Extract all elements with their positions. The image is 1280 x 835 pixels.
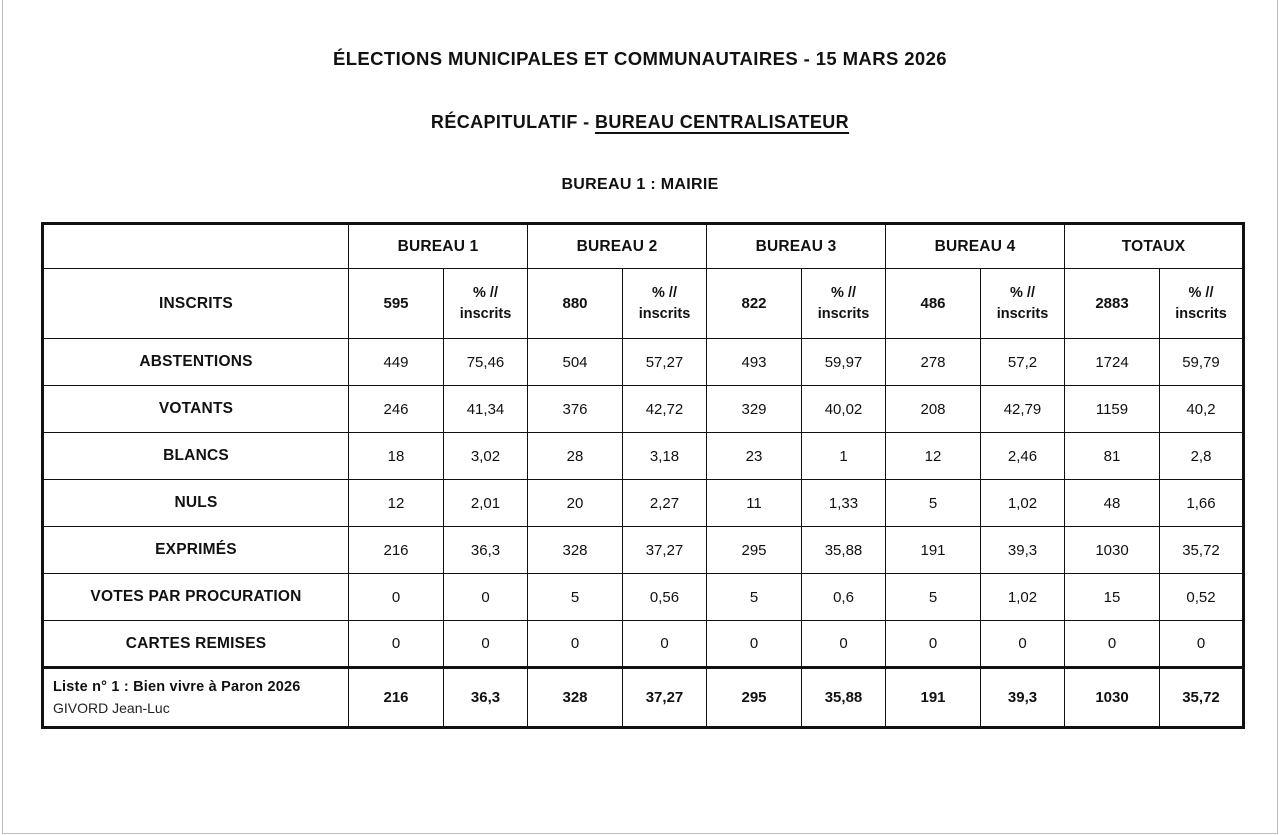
inscrits-row <box>43 269 1244 339</box>
count-cell: 216 <box>349 527 444 574</box>
pct-header-line2: inscrits <box>817 305 870 322</box>
pct-cell: 42,79 <box>981 386 1065 433</box>
count-cell: 295 <box>707 668 802 728</box>
recap-subtitle <box>3 111 1277 133</box>
count-cell: 449 <box>349 339 444 386</box>
table-header-row <box>43 224 1244 269</box>
inscrits-count-bureau4: 486 <box>886 269 981 339</box>
pct-cell: 0 <box>981 621 1065 668</box>
pct-cell: 35,72 <box>1160 527 1244 574</box>
row-label: NULS <box>43 480 349 527</box>
pct-cell: 42,72 <box>623 386 707 433</box>
bureau-1-header: BUREAU 1 <box>349 224 528 269</box>
count-cell: 5 <box>707 574 802 621</box>
pct-cell: 0 <box>1160 621 1244 668</box>
row-label-inscrits: INSCRITS <box>43 269 349 339</box>
pct-cell: 1,33 <box>802 480 886 527</box>
count-cell: 18 <box>349 433 444 480</box>
pct-cell: 2,8 <box>1160 433 1244 480</box>
count-cell: 1724 <box>1065 339 1160 386</box>
count-cell: 0 <box>349 621 444 668</box>
pct-cell: 1,02 <box>981 574 1065 621</box>
count-cell: 5 <box>528 574 623 621</box>
row-label: VOTES PAR PROCURATION <box>43 574 349 621</box>
count-cell: 0 <box>1065 621 1160 668</box>
table-row-votes-par-procuration <box>43 574 1244 621</box>
liste-candidate: GIVORD Jean-Luc <box>53 699 170 716</box>
pct-header-cell-totaux <box>1160 269 1244 339</box>
count-cell: 328 <box>528 668 623 728</box>
table-row-abstentions <box>43 339 1244 386</box>
count-cell: 15 <box>1065 574 1160 621</box>
pct-cell: 0 <box>623 621 707 668</box>
count-cell: 0 <box>528 621 623 668</box>
pct-cell: 1,66 <box>1160 480 1244 527</box>
inscrits-count-bureau3: 822 <box>707 269 802 339</box>
pct-header-cell-bureau1 <box>444 269 528 339</box>
count-cell: 208 <box>886 386 981 433</box>
page-title: ÉLECTIONS MUNICIPALES ET COMMUNAUTAIRES - 15 MARS 2026 <box>332 48 947 69</box>
pct-cell: 0 <box>802 621 886 668</box>
pct-header-line2: inscrits <box>996 305 1049 322</box>
pct-cell: 40,02 <box>802 386 886 433</box>
liste-name: Liste n° 1 : Bien vivre à Paron 2026 <box>53 678 301 695</box>
count-cell: 191 <box>886 527 981 574</box>
pct-cell: 1 <box>802 433 886 480</box>
count-cell: 12 <box>886 433 981 480</box>
pct-cell: 3,18 <box>623 433 707 480</box>
pct-cell: 0,56 <box>623 574 707 621</box>
pct-cell: 36,3 <box>444 527 528 574</box>
count-cell: 0 <box>707 621 802 668</box>
pct-cell: 2,27 <box>623 480 707 527</box>
pct-cell: 35,72 <box>1160 668 1244 728</box>
count-cell: 23 <box>707 433 802 480</box>
pct-cell: 0,6 <box>802 574 886 621</box>
pct-header-line1: % // <box>831 284 856 301</box>
pct-cell: 39,3 <box>981 527 1065 574</box>
table-row-nuls <box>43 480 1244 527</box>
bureau-2-header: BUREAU 2 <box>528 224 707 269</box>
bureau-section-title: BUREAU 1 : MAIRIE <box>561 176 719 193</box>
count-cell: 12 <box>349 480 444 527</box>
count-cell: 48 <box>1065 480 1160 527</box>
pct-cell: 35,88 <box>802 527 886 574</box>
pct-cell: 59,79 <box>1160 339 1244 386</box>
count-cell: 5 <box>886 480 981 527</box>
table-row-liste-1 <box>43 668 1244 728</box>
count-cell: 28 <box>528 433 623 480</box>
pct-header-line1: % // <box>1010 284 1035 301</box>
pct-header-line2: inscrits <box>638 305 691 322</box>
bureau-3-header: BUREAU 3 <box>707 224 886 269</box>
count-cell: 504 <box>528 339 623 386</box>
pct-header-line2: inscrits <box>1175 305 1227 322</box>
pct-cell: 57,2 <box>981 339 1065 386</box>
pct-cell: 35,88 <box>802 668 886 728</box>
inscrits-count-bureau1: 595 <box>349 269 444 339</box>
pct-cell: 36,3 <box>444 668 528 728</box>
results-table <box>41 222 1245 729</box>
pct-cell: 75,46 <box>444 339 528 386</box>
count-cell: 5 <box>886 574 981 621</box>
count-cell: 329 <box>707 386 802 433</box>
document-page <box>2 0 1278 834</box>
count-cell: 278 <box>886 339 981 386</box>
row-label: ABSTENTIONS <box>43 339 349 386</box>
pct-header-line1: % // <box>473 284 498 301</box>
recap-subtitle-prefix: RÉCAPITULATIF - <box>430 112 595 132</box>
row-label: EXPRIMÉS <box>43 527 349 574</box>
pct-cell: 40,2 <box>1160 386 1244 433</box>
totaux-header: TOTAUX <box>1065 224 1244 269</box>
pct-header-line1: % // <box>652 284 677 301</box>
pct-cell: 0 <box>444 621 528 668</box>
count-cell: 11 <box>707 480 802 527</box>
table-row-votants <box>43 386 1244 433</box>
table-row-exprimes <box>43 527 1244 574</box>
count-cell: 376 <box>528 386 623 433</box>
count-cell: 81 <box>1065 433 1160 480</box>
pct-header-cell-bureau3 <box>802 269 886 339</box>
pct-header-line2: inscrits <box>459 305 512 322</box>
pct-cell: 57,27 <box>623 339 707 386</box>
pct-cell: 0 <box>444 574 528 621</box>
count-cell: 246 <box>349 386 444 433</box>
table-row-blancs <box>43 433 1244 480</box>
pct-cell: 2,46 <box>981 433 1065 480</box>
inscrits-count-bureau2: 880 <box>528 269 623 339</box>
pct-header-cell-bureau2 <box>623 269 707 339</box>
count-cell: 1030 <box>1065 668 1160 728</box>
table-row-cartes-remises <box>43 621 1244 668</box>
count-cell: 0 <box>886 621 981 668</box>
empty-corner-cell <box>43 224 349 269</box>
count-cell: 216 <box>349 668 444 728</box>
pct-cell: 37,27 <box>623 527 707 574</box>
row-label: VOTANTS <box>43 386 349 433</box>
pct-header-cell-bureau4 <box>981 269 1065 339</box>
count-cell: 493 <box>707 339 802 386</box>
count-cell: 0 <box>349 574 444 621</box>
pct-cell: 59,97 <box>802 339 886 386</box>
bureau-4-header: BUREAU 4 <box>886 224 1065 269</box>
pct-cell: 3,02 <box>444 433 528 480</box>
pct-cell: 0,52 <box>1160 574 1244 621</box>
pct-cell: 39,3 <box>981 668 1065 728</box>
pct-header-line1: % // <box>1188 284 1214 301</box>
row-label: BLANCS <box>43 433 349 480</box>
count-cell: 1159 <box>1065 386 1160 433</box>
recap-subtitle-underlined: BUREAU CENTRALISATEUR <box>594 112 850 132</box>
liste-label-cell <box>43 668 349 728</box>
pct-cell: 37,27 <box>623 668 707 728</box>
pct-cell: 1,02 <box>981 480 1065 527</box>
pct-cell: 41,34 <box>444 386 528 433</box>
count-cell: 328 <box>528 527 623 574</box>
row-label: CARTES REMISES <box>43 621 349 668</box>
count-cell: 191 <box>886 668 981 728</box>
count-cell: 20 <box>528 480 623 527</box>
count-cell: 295 <box>707 527 802 574</box>
pct-cell: 2,01 <box>444 480 528 527</box>
count-cell: 1030 <box>1065 527 1160 574</box>
inscrits-count-totaux: 2883 <box>1065 269 1160 339</box>
